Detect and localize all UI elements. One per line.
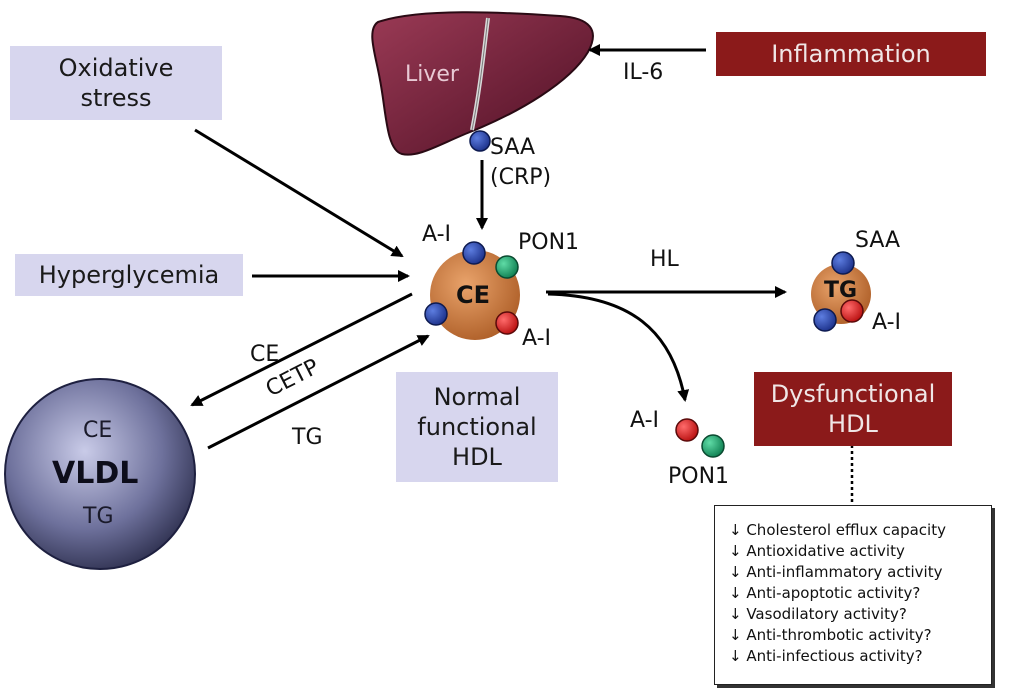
apo-left [425, 303, 447, 325]
inflammation-box: Inflammation [716, 32, 986, 76]
il6-label: IL-6 [623, 60, 664, 85]
dysfunction-effects-list [714, 505, 992, 685]
list-item: ↓ Vasodilatory activity? [729, 605, 907, 623]
free-apo-ai [676, 419, 698, 441]
cetp-label: CETP [262, 354, 324, 403]
ai-right-label: A-I [522, 326, 551, 351]
list-item: ↓ Anti-apoptotic activity? [729, 584, 921, 602]
hl-label: HL [650, 247, 679, 272]
arrow-hdl-free [548, 294, 685, 400]
dysfunctional-hdl-box: Dysfunctional HDL [754, 372, 952, 446]
ce-core-label: CE [456, 281, 491, 309]
list-item: ↓ Cholesterol efflux capacity [729, 521, 946, 539]
arrow-oxidative-hdl [195, 130, 402, 256]
apo-ai-small [841, 300, 863, 322]
ai-small-label: A-I [872, 310, 901, 335]
oxidative-stress-box: Oxidative stress [10, 46, 222, 120]
list-item: ↓ Anti-thrombotic activity? [729, 626, 932, 644]
pon1-free-label: PON1 [668, 464, 730, 489]
saa-particle [470, 131, 490, 151]
list-item: ↓ Anti-inflammatory activity [729, 563, 943, 581]
hyperglycemia-box: Hyperglycemia [15, 254, 243, 296]
apo-ai-top [463, 242, 485, 264]
saa-crp-label: SAA (CRP) [490, 135, 552, 190]
tg-arrow-label: TG [292, 425, 323, 450]
saa-on-small [832, 252, 854, 274]
normal-hdl-box: Normal functional HDL [396, 372, 558, 482]
vldl-tg-label: TG [83, 504, 114, 529]
free-pon1 [702, 435, 724, 457]
ai-top-label: A-I [422, 222, 451, 247]
vldl-ce-label: CE [83, 418, 113, 443]
list-item: ↓ Antioxidative activity [729, 542, 905, 560]
arrow-hdl-vldl-ce [192, 294, 412, 405]
tg-core-label: TG [824, 278, 858, 303]
liver-label: Liver [405, 62, 459, 87]
apo-blue-small [814, 309, 836, 331]
apo-ai-right [496, 312, 518, 334]
ai-free-label: A-I [630, 408, 659, 433]
pon1-top-label: PON1 [518, 230, 580, 255]
saa-small-label: SAA [855, 228, 901, 253]
ce-arrow-label: CE [250, 342, 280, 367]
list-item: ↓ Anti-infectious activity? [729, 647, 923, 665]
pon1-particle [496, 256, 518, 278]
vldl-label: VLDL [52, 456, 139, 491]
